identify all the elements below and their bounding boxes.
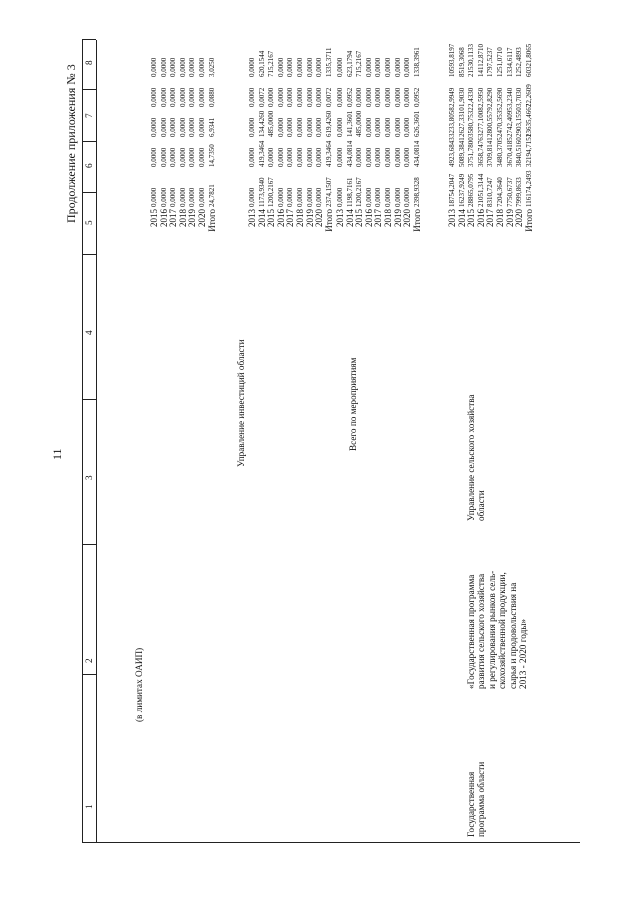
table-cell: 0,0000 bbox=[169, 87, 178, 107]
table-cell: 0,0000 bbox=[403, 87, 412, 107]
row-year: 2018 bbox=[382, 209, 393, 227]
table-row bbox=[325, 47, 335, 207]
column-divider bbox=[82, 141, 96, 142]
row-year: Итого bbox=[323, 209, 334, 232]
table-cell: 0,0072 bbox=[257, 87, 266, 107]
row-year: Итого bbox=[411, 209, 422, 232]
table-cell: 1198,7161 bbox=[345, 177, 354, 207]
row-year: 2014 bbox=[344, 209, 355, 227]
table-row bbox=[365, 47, 375, 207]
table-cell: 0,0000 bbox=[305, 87, 314, 107]
table-cell: 0,0000 bbox=[305, 57, 314, 77]
table-cell: 0,0000 bbox=[276, 187, 285, 207]
table-cell: 0,0000 bbox=[188, 87, 197, 107]
row-year: 2016 bbox=[475, 209, 486, 227]
table-cell: 2627,3310 bbox=[457, 107, 466, 137]
row-year: 2017 bbox=[373, 209, 384, 227]
table-cell: 0,0000 bbox=[374, 117, 383, 137]
row-year: 2016 bbox=[275, 209, 286, 227]
table-row bbox=[315, 47, 325, 207]
table-row bbox=[267, 47, 277, 207]
table-cell: 8310,7247 bbox=[486, 177, 495, 207]
table-cell: 134,4260 bbox=[257, 110, 266, 137]
table-cell: 0,0000 bbox=[159, 187, 168, 207]
table-cell: 2,4330 bbox=[467, 87, 476, 107]
table-cell: 0,0000 bbox=[315, 147, 324, 167]
table-cell: 0,0000 bbox=[159, 57, 168, 77]
table-row bbox=[458, 47, 468, 207]
table-cell: 0,0000 bbox=[197, 187, 206, 207]
table-cell: 32194,7151 bbox=[524, 133, 533, 167]
limits-values bbox=[150, 47, 217, 207]
table-cell: 0,0952 bbox=[412, 87, 421, 107]
table-row bbox=[506, 47, 516, 207]
table-cell: 0,0000 bbox=[295, 187, 304, 207]
row-year: 2020 bbox=[514, 209, 525, 227]
column-divider bbox=[82, 544, 96, 545]
table-cell: 0,0000 bbox=[169, 117, 178, 137]
table-row bbox=[384, 47, 394, 207]
row-year: 2020 bbox=[314, 209, 325, 227]
column-header-8: 8 bbox=[84, 60, 94, 65]
table-cell: 0,0000 bbox=[403, 117, 412, 137]
table-cell: 0,0000 bbox=[315, 117, 324, 137]
table-cell: 0,0000 bbox=[364, 87, 373, 107]
agri-executor-line: области bbox=[476, 490, 487, 521]
table-cell: 0,0000 bbox=[188, 187, 197, 207]
row-year: 2017 bbox=[285, 209, 296, 227]
investments-values bbox=[248, 47, 334, 207]
row-year: 2015 bbox=[354, 209, 365, 227]
row-year: 2018 bbox=[177, 209, 188, 227]
row-year: 2019 bbox=[187, 209, 198, 227]
table-cell: 14112,8710 bbox=[476, 44, 485, 77]
table-cell: 0,0000 bbox=[315, 87, 324, 107]
table-cell: 3,2340 bbox=[505, 87, 514, 107]
table-cell: 2742,4095 bbox=[505, 107, 514, 137]
table-cell: 0,0000 bbox=[169, 187, 178, 207]
table-row bbox=[448, 43, 458, 207]
table-cell: 0,0000 bbox=[383, 187, 392, 207]
table-cell: 2374,1507 bbox=[324, 177, 333, 207]
table-cell: 619,4260 bbox=[324, 110, 333, 137]
row-year: 2020 bbox=[196, 209, 207, 227]
program-name-line: 2013 - 2020 годы» bbox=[518, 618, 529, 689]
row-year: 2015 bbox=[466, 209, 477, 227]
table-row bbox=[355, 47, 365, 207]
row-year: 2016 bbox=[158, 209, 169, 227]
table-cell: 0,0000 bbox=[276, 117, 285, 137]
page-number: 11 bbox=[50, 448, 64, 460]
investments-years bbox=[248, 209, 334, 249]
table-cell: 2800,5579 bbox=[486, 107, 495, 137]
table-cell: 3751,7800 bbox=[467, 137, 476, 167]
table-cell: 1251,0710 bbox=[495, 47, 504, 77]
table-cell: 1173,9340 bbox=[257, 177, 266, 207]
table-cell: 1,9030 bbox=[457, 87, 466, 107]
table-cell: 0,0000 bbox=[150, 147, 158, 167]
table-cell: 0,0880 bbox=[207, 87, 216, 107]
table-row bbox=[374, 47, 384, 207]
header-bottom-border bbox=[96, 40, 97, 843]
table-cell: 0,0000 bbox=[286, 57, 295, 77]
agri-executor-line: Управление сельского хозяйства bbox=[466, 394, 476, 521]
table-cell: 0,0000 bbox=[393, 147, 402, 167]
table-cell: 0,0072 bbox=[324, 87, 333, 107]
table-cell: 0,0000 bbox=[336, 117, 344, 137]
row-year: 2013 bbox=[335, 209, 345, 227]
program-name-line: развития сельского хозяйства bbox=[476, 573, 487, 689]
column-header-7: 7 bbox=[84, 113, 94, 118]
table-cell: 0,0000 bbox=[315, 57, 324, 77]
table-row bbox=[150, 47, 160, 207]
table-cell: 0,0000 bbox=[393, 57, 402, 77]
table-cell: 0,0000 bbox=[276, 57, 285, 77]
table-cell: 23635,4667 bbox=[524, 103, 533, 137]
table-cell: 3709,8141 bbox=[486, 137, 495, 167]
row-year: 2018 bbox=[494, 209, 505, 227]
table-cell: 626,3601 bbox=[412, 110, 421, 137]
table-cell: 0,0000 bbox=[150, 117, 158, 137]
table-row bbox=[306, 47, 316, 207]
table-row bbox=[277, 47, 287, 207]
table-cell: 0,0000 bbox=[188, 117, 197, 137]
table-cell: 0,0000 bbox=[295, 147, 304, 167]
agri-values bbox=[448, 43, 534, 207]
column-divider bbox=[82, 39, 96, 40]
table-cell: 0,0000 bbox=[248, 87, 256, 107]
row-year: 2015 bbox=[266, 209, 277, 227]
table-cell: 141,3601 bbox=[345, 110, 354, 137]
table-row bbox=[296, 47, 306, 207]
column-header-4: 4 bbox=[84, 330, 94, 335]
table-cell: 2,9949 bbox=[448, 87, 456, 107]
row-year: 2017 bbox=[168, 209, 179, 227]
row-year: 2020 bbox=[402, 209, 413, 227]
table-row bbox=[248, 47, 258, 207]
table-cell: 434,0814 bbox=[412, 140, 421, 167]
table-cell: 0,0000 bbox=[305, 187, 314, 207]
program-name-line: скохозяйственной продукции, bbox=[497, 572, 508, 689]
column-header-6: 6 bbox=[84, 163, 94, 168]
row-year: 2019 bbox=[504, 209, 515, 227]
table-cell: 0,0000 bbox=[197, 117, 206, 137]
table-cell: 1334,6117 bbox=[505, 47, 514, 77]
table-cell: 0,0000 bbox=[276, 147, 285, 167]
row-year: 2013 bbox=[247, 209, 257, 227]
table-cell: 21530,1133 bbox=[467, 44, 476, 77]
table-cell: 18754,2047 bbox=[448, 173, 456, 207]
table-row bbox=[486, 47, 496, 207]
table-cell: 0,0000 bbox=[364, 117, 373, 137]
table-row bbox=[476, 44, 487, 207]
program-name-line: «Государственная программа bbox=[466, 574, 476, 689]
column-header-5: 5 bbox=[84, 220, 94, 225]
table-row bbox=[394, 47, 404, 207]
table-cell: 0,0000 bbox=[336, 87, 344, 107]
row-year: Итого bbox=[523, 209, 534, 232]
table-cell: 2398,9328 bbox=[412, 177, 421, 207]
table-cell: 0,0000 bbox=[374, 87, 383, 107]
table-cell: 0,0000 bbox=[267, 87, 276, 107]
table-cell: 60321,8065 bbox=[524, 43, 533, 77]
table-cell: 0,0000 bbox=[178, 187, 187, 207]
table-cell: 0,0000 bbox=[248, 187, 256, 207]
table-cell: 0,0000 bbox=[403, 57, 412, 77]
table-row bbox=[467, 44, 477, 207]
appendix-title: Продолжение приложения № 3 bbox=[64, 64, 78, 223]
table-cell: 22,2609 bbox=[524, 84, 533, 107]
column-divider bbox=[82, 192, 96, 193]
table-row bbox=[208, 47, 218, 207]
column-header-2: 2 bbox=[84, 658, 94, 663]
column-divider bbox=[82, 254, 96, 255]
column-header-1: 1 bbox=[84, 804, 94, 809]
column-divider bbox=[82, 399, 96, 400]
table-cell: 620,1544 bbox=[257, 50, 266, 77]
table-row bbox=[403, 47, 413, 207]
table-cell: 0,0000 bbox=[374, 147, 383, 167]
column-divider bbox=[82, 674, 96, 675]
table-cell: 485,0000 bbox=[267, 110, 276, 137]
table-cell: 2903,1550 bbox=[515, 107, 524, 137]
program-name-line: и регулирования рынков сель- bbox=[486, 570, 497, 689]
table-cell: 0,0000 bbox=[276, 87, 285, 107]
table-cell: 0,0000 bbox=[364, 147, 373, 167]
table-cell: 7750,6737 bbox=[505, 177, 514, 207]
header-top-border bbox=[82, 40, 83, 843]
table-cell: 2,5690 bbox=[495, 87, 504, 107]
row-year: 2018 bbox=[294, 209, 305, 227]
table-cell: 1200,2167 bbox=[355, 177, 364, 207]
table-cell: 0,0000 bbox=[150, 87, 158, 107]
table-cell: 7999,8633 bbox=[515, 177, 524, 207]
row-year: 2019 bbox=[392, 209, 403, 227]
table-cell: 16237,9249 bbox=[457, 173, 466, 207]
table-cell: 1335,3711 bbox=[324, 47, 333, 77]
table-cell: 3840,5160 bbox=[515, 137, 524, 167]
table-cell: 419,3464 bbox=[257, 140, 266, 167]
table-row bbox=[188, 47, 198, 207]
row-year: 2014 bbox=[256, 209, 267, 227]
table-cell: 0,0000 bbox=[403, 147, 412, 167]
table-cell: 0,0000 bbox=[393, 117, 402, 137]
table-cell: 0,0000 bbox=[305, 147, 314, 167]
table-cell: 715,2167 bbox=[267, 50, 276, 77]
table-cell: 2470,3535 bbox=[495, 107, 504, 137]
table-cell: 0,0000 bbox=[393, 187, 402, 207]
table-cell: 2,8290 bbox=[486, 87, 495, 107]
table-row bbox=[258, 47, 268, 207]
row-year: Итого bbox=[206, 209, 217, 232]
table-cell: 434,0814 bbox=[345, 140, 354, 167]
table-row bbox=[413, 47, 423, 207]
table-cell: 0,0000 bbox=[286, 87, 295, 107]
table-cell: 0,0000 bbox=[197, 147, 206, 167]
table-cell: 0,0000 bbox=[159, 117, 168, 137]
table-cell: 0,0000 bbox=[197, 57, 206, 77]
table-cell: 623,1794 bbox=[345, 50, 354, 77]
table-cell: 0,0000 bbox=[315, 187, 324, 207]
table-cell: 4923,6843 bbox=[448, 137, 456, 167]
table-row bbox=[496, 47, 506, 207]
total-measures-label: Всего по мероприятиям bbox=[348, 357, 358, 451]
table-cell: 485,0000 bbox=[355, 110, 364, 137]
table-cell: 0,0000 bbox=[159, 87, 168, 107]
limits-years bbox=[150, 209, 217, 249]
table-cell: 0,0000 bbox=[178, 57, 187, 77]
table-cell: 0,0000 bbox=[393, 87, 402, 107]
table-cell: 0,0000 bbox=[169, 57, 178, 77]
investments-executor: Управление инвестиций области bbox=[236, 339, 246, 467]
table-cell: 0,0000 bbox=[178, 117, 187, 137]
table-cell: 2,5950 bbox=[476, 87, 485, 107]
table-cell: 0,0000 bbox=[336, 57, 344, 77]
table-cell: 0,0000 bbox=[364, 187, 373, 207]
table-row bbox=[169, 47, 179, 207]
table-cell: 0,0952 bbox=[345, 87, 354, 107]
table-cell: 3658,7476 bbox=[476, 137, 485, 167]
table-cell: 0,0000 bbox=[286, 117, 295, 137]
table-cell: 7204,3640 bbox=[495, 177, 504, 207]
table-row bbox=[179, 47, 189, 207]
table-cell: 0,0000 bbox=[295, 87, 304, 107]
table-cell: 8519,3068 bbox=[457, 47, 466, 77]
table-row bbox=[346, 47, 356, 207]
table-cell: 0,0000 bbox=[159, 147, 168, 167]
table-cell: 3277,1008 bbox=[476, 107, 485, 137]
table-cell: 6,9341 bbox=[207, 117, 216, 137]
row-year: 2014 bbox=[456, 209, 467, 227]
row-year: 2016 bbox=[363, 209, 374, 227]
table-cell: 0,0000 bbox=[286, 187, 295, 207]
table-cell: 0,0000 bbox=[383, 57, 392, 77]
table-cell: 419,3464 bbox=[324, 140, 333, 167]
table-cell: 1797,5237 bbox=[486, 47, 495, 77]
agri-years bbox=[448, 209, 534, 249]
table-cell: 0,0000 bbox=[150, 57, 158, 77]
table-cell: 3,0250 bbox=[207, 57, 216, 77]
row-year: 2017 bbox=[485, 209, 496, 227]
row-year: 2019 bbox=[304, 209, 315, 227]
table-cell: 3580,7532 bbox=[467, 107, 476, 137]
table-cell: 24,7821 bbox=[207, 184, 216, 207]
table-cell: 0,0000 bbox=[374, 187, 383, 207]
table-cell: 0,0000 bbox=[248, 147, 256, 167]
table-cell: 28865,0795 bbox=[467, 173, 476, 207]
table-cell: 1252,4893 bbox=[515, 47, 524, 77]
table-row bbox=[198, 47, 208, 207]
column-divider bbox=[82, 842, 96, 843]
table-cell: 3233,8058 bbox=[448, 107, 456, 137]
table-cell: 5089,3841 bbox=[457, 137, 466, 167]
table-cell: 0,0000 bbox=[383, 117, 392, 137]
table-cell: 0,0000 bbox=[355, 87, 364, 107]
row-year: 2013 bbox=[447, 209, 457, 227]
table-cell: 0,0000 bbox=[383, 147, 392, 167]
table-cell: 0,0000 bbox=[305, 117, 314, 137]
table-cell: 1338,3961 bbox=[412, 47, 421, 77]
table-cell: 0,0000 bbox=[267, 147, 276, 167]
table-cell: 0,0000 bbox=[188, 147, 197, 167]
table-cell: 3,7030 bbox=[515, 87, 524, 107]
table-cell: 0,0000 bbox=[295, 117, 304, 137]
table-cell: 0,0000 bbox=[169, 147, 178, 167]
program-type: Государственная программа области bbox=[466, 761, 487, 837]
table-left-border bbox=[96, 842, 580, 843]
table-cell: 0,0000 bbox=[197, 87, 206, 107]
table-cell: 715,2167 bbox=[355, 50, 364, 77]
table-cell: 0,0000 bbox=[355, 147, 364, 167]
table-cell: 0,0000 bbox=[150, 187, 158, 207]
column-header-3: 3 bbox=[84, 475, 94, 480]
table-row bbox=[336, 47, 346, 207]
table-cell: 0,0000 bbox=[336, 187, 344, 207]
table-cell: 0,0000 bbox=[178, 87, 187, 107]
table-row bbox=[286, 47, 296, 207]
table-cell: 0,0000 bbox=[403, 187, 412, 207]
table-cell: 10593,8197 bbox=[448, 43, 456, 77]
table-cell: 0,0000 bbox=[248, 57, 256, 77]
table-cell: 0,0000 bbox=[383, 87, 392, 107]
agri-executor bbox=[466, 394, 487, 521]
table-cell: 1200,2167 bbox=[267, 177, 276, 207]
table-cell: 21051,3144 bbox=[476, 173, 485, 207]
table-cell: 0,0000 bbox=[286, 147, 295, 167]
table-cell: 0,0000 bbox=[248, 117, 256, 137]
table-row bbox=[160, 47, 170, 207]
total-years bbox=[336, 209, 422, 249]
table-cell: 0,0000 bbox=[178, 147, 187, 167]
column-divider bbox=[82, 89, 96, 90]
program-name bbox=[466, 571, 528, 689]
table-cell: 0,0000 bbox=[336, 147, 344, 167]
limits-note: (в лимитах ОАИП) bbox=[134, 647, 144, 722]
table-cell: 14,7350 bbox=[207, 144, 216, 167]
row-year: 2015 bbox=[149, 209, 159, 227]
table-cell: 0,0000 bbox=[374, 57, 383, 77]
total-values bbox=[336, 47, 422, 207]
table-cell: 116174,2493 bbox=[524, 170, 533, 207]
table-row bbox=[515, 47, 525, 207]
table-cell: 0,0000 bbox=[364, 57, 373, 77]
program-name-line: сырья и продовольствия на bbox=[507, 582, 518, 689]
table-cell: 3670,4185 bbox=[505, 137, 514, 167]
table-cell: 0,0000 bbox=[188, 57, 197, 77]
table-cell: 3480,3705 bbox=[495, 137, 504, 167]
table-cell: 0,0000 bbox=[295, 57, 304, 77]
table-row bbox=[524, 43, 535, 207]
